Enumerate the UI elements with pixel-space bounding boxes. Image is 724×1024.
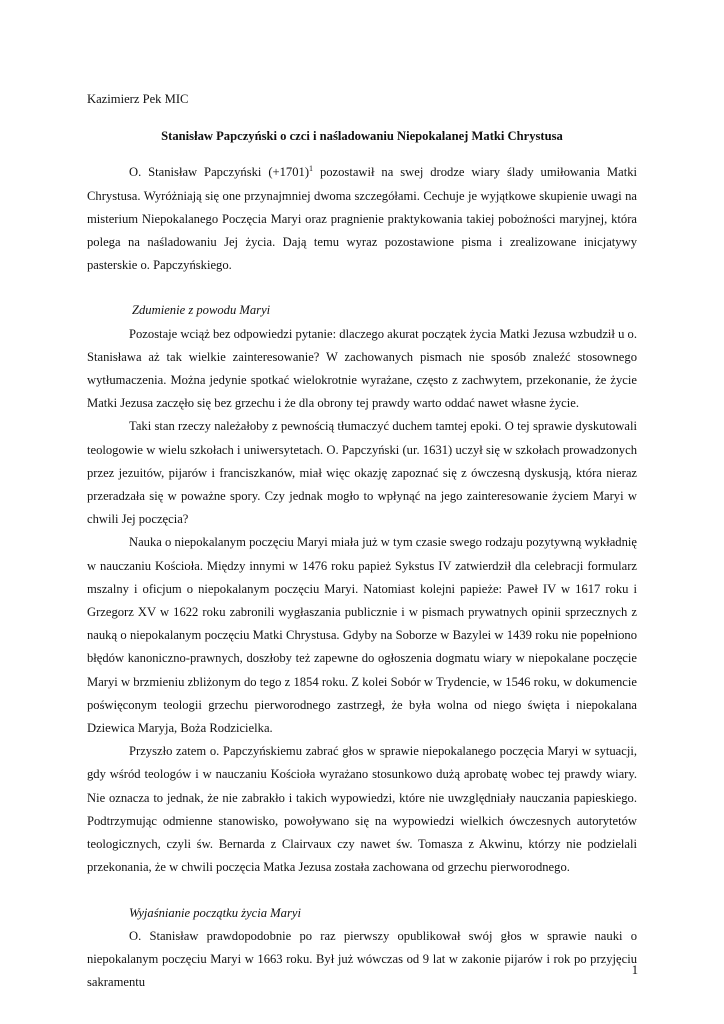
section-spacer [87, 277, 637, 299]
document-title: Stanisław Papczyński o czci i naśladowaniu Niepokalanej Matki Chrystusa [161, 129, 563, 144]
intro-text-end: pozostawił na swej drodze wiary ślady umiłowania Matki Chrystusa. Wyróżniają się one przynajmniej dwoma szczegółami. Cechuje je wyjątkowe skupienie uwagi na misterium Niepokalanego Poczęcia Maryi oraz pragnienie praktykowania takiej pobożności maryjnej, która polega na naśladowaniu Jej życia. Dają temu wyraz pozostawione pisma i zrealizowane inicjatywy pasterskie o. Papczyńskiego. [87, 165, 637, 273]
intro-paragraph [87, 161, 637, 277]
footnote-marker[interactable]: 1 [309, 164, 314, 174]
author-line: Kazimierz Pek MIC [87, 92, 189, 106]
intro-text-start: O. Stanisław Papczyński (+1701) [129, 165, 310, 180]
section1-paragraph-3: Nauka o niepokalanym poczęciu Maryi miała już w tym czasie swego rodzaju pozytywną wykładnię w nauczaniu Kościoła. Między innymi w 1476 roku papież Sykstus IV zatwierdził dla celebracji formularz mszalny i oficjum o niepokalanym poczęciu Maryi. Natomiast kolejni papieże: Paweł IV w 1617 roku i Grzegorz XV w 1622 roku zabronili wygłaszania publicznie i w pismach prywatnych opinii sprzecznych z nauką o niepokalanym poczęciu Matki Chrystusa. Gdyby na Soborze w Bazylei w 1439 roku nie popełniono błędów kanoniczno-prawnych, doszłoby też zapewne do ogłoszenia dogmatu wiary w niepokalane poczęcie Maryi w brzmieniu zbliżonym do tego z 1854 roku. Z kolei Sobór w Trydencie, w 1546 roku, w dokumencie poświęconym teologii grzechu pierworodnego zastrzegł, że była wolna od niego święta i niepokalana Dziewica Maryja, Boża Rodzicielka. [87, 535, 637, 736]
section-heading-2: Wyjaśnianie początku życia Maryi [129, 905, 301, 920]
section2-paragraph-1: O. Stanisław prawdopodobnie po raz pierwszy opublikował swój głos w sprawie nauki o niepokalanym poczęciu Maryi w 1663 roku. Był już wówczas od 9 lat w zakonie pijarów i rok po przyjęciu sakramentu [87, 928, 637, 990]
section-spacer [87, 880, 637, 902]
section1-paragraph-4: Przyszło zatem o. Papczyńskiemu zabrać głos w sprawie niepokalanego poczęcia Maryi w sytuacji, gdy wśród teologów i w nauczaniu Kościoła wyrażano stosunkowo dużą aprobatę wobec tej prawdy wiary. Nie oznacza to jednak, że nie zabrakło i takich wypowiedzi, które nie uwzględniały nauczania papieskiego. Podtrzymując odmienne stanowisko, powoływano się na wypowiedzi wielkich ówczesnych autorytetów teologicznych, czyli św. Bernarda z Clairvaux czy nawet św. Tomasza z Akwinu, którzy nie podzielali przekonania, że w chwili poczęcia Matka Jezusa została zachowana od grzechu pierworodnego. [87, 744, 637, 875]
page-content [87, 88, 637, 994]
section1-paragraph-1: Pozostaje wciąż bez odpowiedzi pytanie: dlaczego akurat początek życia Matki Jezusa wzbudził u o. Stanisława aż tak wielkie zainteresowanie? W zachowanych pismach nie sposób znaleźć stosownego wytłumaczenia. Można jedynie spotkać wielokrotnie wyrażane, często z zachwytem, przekonanie, że życie Matki Jezusa zaczęło się bez grzechu i że dla obrony tej prawdy warto oddać nawet własne życie. [87, 326, 637, 411]
section1-paragraph-2: Taki stan rzeczy należałoby z pewnością tłumaczyć duchem tamtej epoki. O tej sprawie dyskutowali teologowie w wielu szkołach i uniwersytetach. O. Papczyński (ur. 1631) uczył się w szkołach prowadzonych przez jezuitów, pijarów i franciszkanów, miał więc okazję zapoznać się z ówczesną dyskusją, która nieraz przeradzała się w poważne spory. Czy jednak mogło to wpłynąć na jego zainteresowanie życiem Maryi w chwili Jej poczęcia? [87, 419, 637, 527]
page-number: 1 [631, 963, 638, 977]
section-heading-1: Zdumienie z powodu Maryi [132, 303, 271, 318]
